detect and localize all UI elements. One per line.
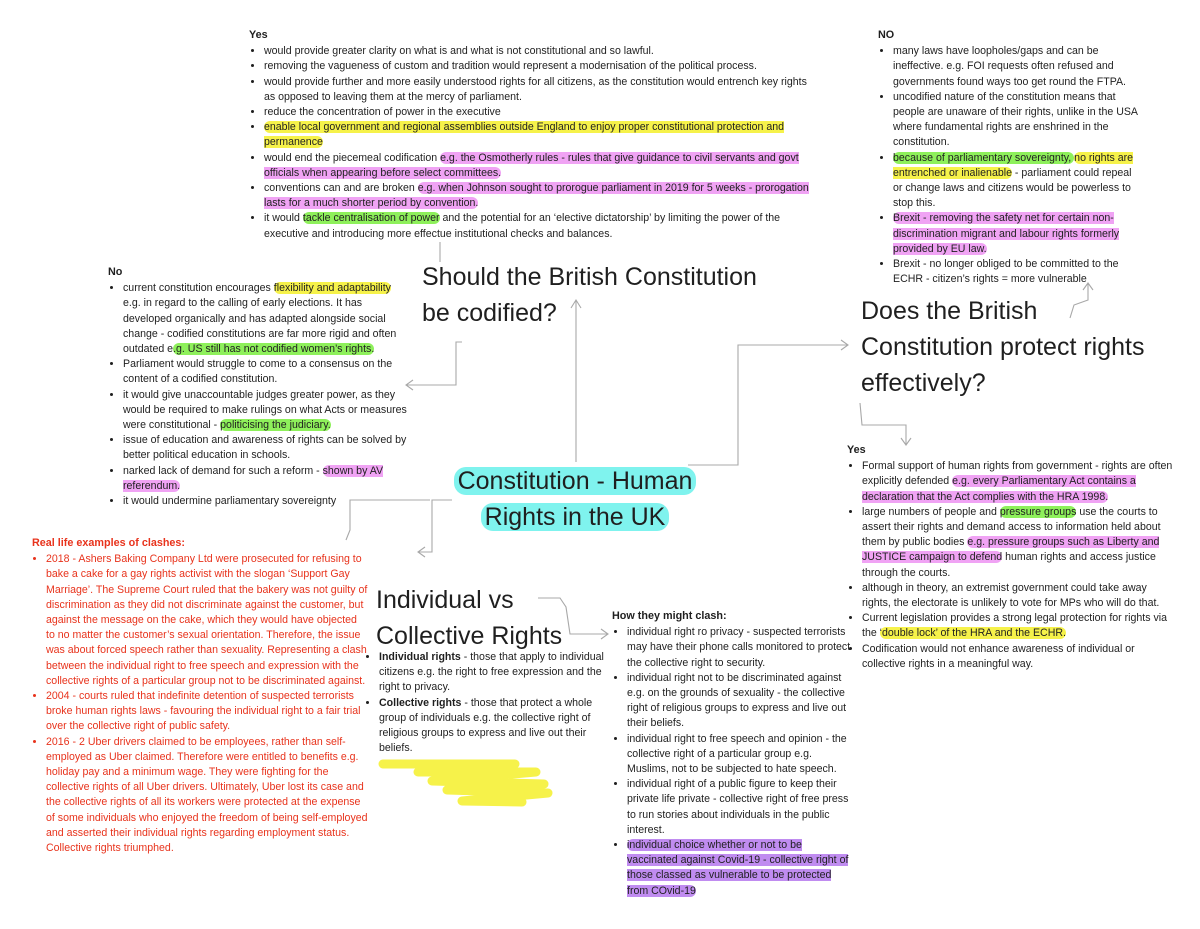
definitions-list [364,650,604,756]
list-item: • Individual rights - those that apply to individual citizens e.g. the right to free expression and the right to privacy. [379,650,604,696]
list-item: • uncodified nature of the constitution means that people are unaware of their rights, unlike in the USA where fundamental rights are enshrined in the constitution. [893,90,1140,151]
list-item: • because of parliamentary sovereignty, no rights are entrenched or inalienable - parliament could repeal or change laws and citizens would be powerless to stop this. [893,151,1140,212]
yellow-scribble [383,764,548,802]
connector-protect-to-yes [860,403,911,445]
clash-heading: How they might clash: [612,610,727,622]
list-item: • large numbers of people and pressure groups use the courts to assert their rights and demand access to information held about them by public bodies e.g. pressure groups such as Liberty and JUSTICE campaign to defend human rights and access justice through the courts. [862,505,1177,581]
clash-section [612,609,852,899]
protect-yes-section [847,443,1177,672]
codified-yes-section [249,28,809,242]
list-item: • reduce the concentration of power in the executive [264,105,809,120]
list-item: • individual choice whether or not to be vaccinated against Covid-19 - collective right of those classed as vulnerable to be protected from COvid-19 [627,838,852,899]
list-item: • it would give unaccountable judges greater power, as they would be required to make rulings on what Acts or measures were constitutional - politicising the judiciary. [123,388,408,434]
protect-yes-heading: Yes [847,444,866,456]
list-item: • although in theory, an extremist government could take away rights, the electorate is unlikely to vote for MPs who will do that. [862,581,1177,611]
list-item: • Brexit - removing the safety net for certain non-discrimination migrant and labour rights formerly provided by EU law. [893,211,1140,257]
list-item: • would provide greater clarity on what is and what is not constitutional and so lawful. [264,44,809,59]
list-item: • Current legislation provides a strong legal protection for rights via the ‘double lock’ of the HRA and the ECHR. [862,611,1177,641]
clash-list [612,625,852,899]
list-item: • enable local government and regional assemblies outside England to enjoy proper constitutional protection and permanence [264,120,809,150]
protect-no-section [878,28,1140,287]
list-item: • 2004 - courts ruled that indefinite detention of suspected terrorists broke human rights laws - favouring the individual right to a fair trial over the collective right of public safety. [46,689,368,735]
list-item: • 2016 - 2 Uber drivers claimed to be employees, rather than self-employed as Uber claimed. Therefore were entitled to benefits e.g. holiday pay and a minimum wage. They were fighting for the collective rights of all Uber drivers. Ultimately, Uber lost its case and the collective rights of all its workers were protected at the expense of some individuals who enjoyed the freedom of being self-employed and asserted their individual rights regarding employment status. Collective rights triumphed. [46,735,368,857]
real-life-list [32,552,368,856]
list-item: • issue of education and awareness of rights can be solved by better political education in schools. [123,433,408,463]
list-item: • Formal support of human rights from government - rights are often explicitly defended e.g. every Parliamentary Act contains a declaration that the Act complies with the HRA 1998. [862,459,1177,505]
list-item: • it would undermine parliamentary sovereignty [123,494,408,509]
protect-no-list [878,44,1140,287]
list-item: • individual right to free speech and opinion - the collective right of a particular group e.g. Muslims, not to be subjected to hate speech. [627,732,852,778]
individual-collective-title: Individual vs Collective Rights [376,586,563,650]
list-item: • would end the piecemeal codification e.g. the Osmotherly rules - rules that give guidance to civil servants and govt officials when appearing before select committees. [264,151,809,181]
codified-no-section [108,265,408,509]
list-item: • removing the vagueness of custom and tradition would represent a modernisation of the political process. [264,59,809,74]
codified-yes-list [249,44,809,242]
list-item: • Parliament would struggle to come to a consensus on the content of a codified constitution. [123,357,408,387]
list-item: • individual right not to be discriminated against e.g. on the grounds of sexuality - the collective right of religious groups to express and live out their beliefs. [627,671,852,732]
list-item: • Collective rights - those that protect a whole group of individuals e.g. the collective right of religious groups to express and live out their beliefs. [379,696,604,757]
center-title: Constitution - Human Rights in the UK [440,463,710,535]
real-life-section [32,536,368,856]
list-item: • 2018 - Ashers Baking Company Ltd were prosecuted for refusing to bake a cake for a gay rights activist with the slogan ‘Support Gay Marriage’. The Supreme Court ruled that the bakery was not guilty of discrimination as they did not discriminate against the customer, but against the message on the cake, which they would have objected to no matter the customer’s sexual orientation. Therefore, the issue was about forced speech rather than sexuality. Representing a clash between the individual right to free speech and expression with the collective rights of a particular group not to be discriminated against. [46,552,368,689]
protect-title: Does the British Constitution protect rights effectively? [861,297,1145,397]
list-item: • Codification would not enhance awareness of individual or collective rights in a meaningful way. [862,642,1177,672]
connector-codified-to-no [406,342,462,390]
list-item: • narked lack of demand for such a reform - shown by AV referendum. [123,464,408,494]
protect-yes-list [847,459,1177,672]
list-item: • many laws have loopholes/gaps and can be ineffective. e.g. FOI requests often refused and governments found ways too get round the FTPA. [893,44,1140,90]
list-item: • would provide further and more easily understood rights for all citizens, as the constitution would entrench key rights as opposed to leaving them at the mercy of parliament. [264,75,809,105]
codified-yes-heading: Yes [249,29,268,41]
definitions-section [364,650,604,756]
codified-no-heading: No [108,266,123,278]
list-item: • it would tackle centralisation of power and the potential for an ‘elective dictatorship’ by limiting the power of the executive and introducing more effectue institutional checks and balances. [264,211,809,241]
list-item: • individual right of a public figure to keep their private life private - collective right of free press to run stories about individuals in the public interest. [627,777,852,838]
list-item: • Brexit - no longer obliged to be committed to the ECHR - citizen’s rights = more vulnerable [893,257,1140,287]
connector-center-to-protect [688,340,848,465]
codified-no-list [108,281,408,509]
codified-title: Should the British Constitution be codified? [422,263,757,327]
real-life-heading: Real life examples of clashes: [32,537,186,549]
list-item: • current constitution encourages flexibility and adaptability e.g. in regard to the calling of early elections. It has developed organically and has adapted alongside social change - codified constitutions are far more rigid and often outdated e.g. US still has not codified women’s rights. [123,281,408,357]
protect-no-heading: NO [878,29,895,41]
list-item: • individual right ro privacy - suspected terrorists may have their phone calls monitored to protect the collective right to security. [627,625,852,671]
list-item: • conventions can and are broken e.g. when Johnson sought to prorogue parliament in 2019 for 5 weeks - prorogation lasts for a much shorter period by convention. [264,181,809,211]
